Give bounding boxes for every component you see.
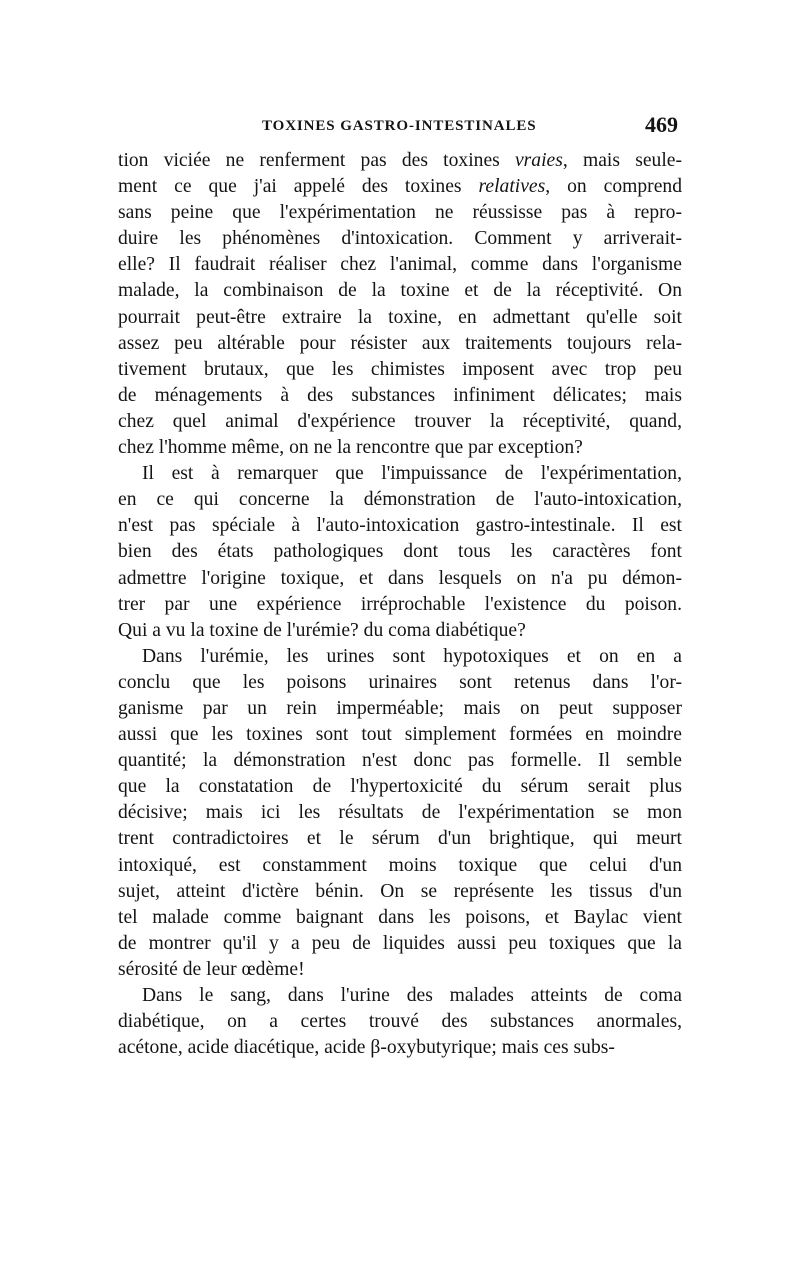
text-run: ganisme par un rein imperméable; mais on peut supposer — [118, 697, 682, 719]
book-page — [118, 112, 682, 1061]
text-run: sans peine que l'expérimentation ne réussisse pas à repro- — [118, 202, 682, 224]
text-run: Il est à remarquer que l'impuissance de l'expérimentation, — [142, 463, 682, 485]
text-line — [118, 931, 682, 957]
running-head — [118, 112, 682, 148]
text-line — [118, 1035, 682, 1061]
text-line — [118, 826, 682, 852]
text-run: trent contradictoires et le sérum d'un brightique, qui meurt — [118, 828, 682, 850]
text-line — [118, 905, 682, 931]
text-run: en ce qui concerne la démonstration de l'auto-intoxication, — [118, 489, 682, 511]
paragraph — [118, 461, 682, 644]
text-line — [118, 226, 682, 252]
text-run: , mais seule- — [562, 150, 682, 171]
text-run: de ménagements à des substances infiniment délicates; mais — [118, 384, 682, 406]
text-line — [118, 357, 682, 383]
text-run: sérosité de leur œdème! — [118, 958, 305, 980]
text-run: malade, la combinaison de la toxine et de la réceptivité. On — [118, 280, 682, 302]
text-run: admettre l'origine toxique, et dans lesquels on n'a pu démon- — [118, 567, 682, 589]
text-run: Dans le sang, dans l'urine des malades atteints de coma — [142, 985, 682, 1006]
text-line — [118, 487, 682, 513]
text-line — [118, 200, 682, 226]
text-line — [118, 957, 682, 983]
text-line — [118, 513, 682, 539]
text-line — [118, 644, 682, 670]
text-line — [118, 331, 682, 357]
text-run: elle? Il faudrait réaliser chez l'animal, comme dans l'organisme — [118, 254, 682, 276]
text-line — [118, 383, 682, 409]
text-line — [118, 566, 682, 592]
text-line — [118, 409, 682, 435]
paragraph — [118, 983, 682, 1061]
paragraph — [118, 148, 682, 461]
text-run: tivement brutaux, que les chimistes imposent avec trop peu — [118, 358, 682, 380]
text-line — [118, 618, 682, 644]
text-run: tion viciée ne renferment pas des toxines — [118, 150, 515, 171]
text-run: ment ce que j'ai appelé des toxines — [118, 176, 479, 198]
text-run: aussi que les toxines sont tout simplement formées en moindre — [118, 724, 682, 746]
text-run: Qui a vu la toxine de l'urémie? du coma diabétique? — [118, 619, 526, 641]
text-line — [118, 879, 682, 905]
text-line — [118, 853, 682, 879]
text-run: décisive; mais ici les résultats de l'expérimentation se mon — [118, 802, 682, 824]
text-run: chez quel animal d'expérience trouver la réceptivité, quand, — [118, 410, 682, 432]
text-line — [118, 148, 682, 174]
text-run: tel malade comme baignant dans les poisons, et Baylac vient — [118, 906, 682, 928]
text-run: acétone, acide diacétique, acide β-oxybutyrique; mais ces subs- — [118, 1037, 615, 1059]
text-line — [118, 1009, 682, 1035]
italic-run: relatives — [478, 176, 546, 198]
italic-run: vraies — [514, 150, 563, 171]
text-line — [118, 278, 682, 304]
text-run: chez l'homme même, on ne la rencontre que par exception? — [118, 437, 583, 459]
paragraph — [118, 644, 682, 983]
text-line — [118, 748, 682, 774]
text-run: conclu que les poisons urinaires sont retenus dans l'or- — [118, 671, 682, 693]
text-run: trer par une expérience irréprochable l'existence du poison. — [118, 593, 682, 615]
text-run: n'est pas spéciale à l'auto-intoxication gastro-intestinale. Il est — [118, 515, 682, 537]
text-line — [118, 435, 682, 461]
text-line — [118, 461, 682, 487]
body-text — [118, 148, 682, 1061]
text-line — [118, 539, 682, 565]
text-run: Dans l'urémie, les urines sont hypotoxiques et on en a — [142, 645, 682, 667]
text-run: que la constatation de l'hypertoxicité du sérum serait plus — [118, 776, 682, 798]
text-line — [118, 774, 682, 800]
text-line — [118, 983, 682, 1009]
text-line — [118, 800, 682, 826]
text-run: assez peu altérable pour résister aux traitements toujours rela- — [118, 332, 682, 354]
text-run: de montrer qu'il y a peu de liquides aussi peu toxiques que la — [118, 932, 682, 954]
text-line — [118, 305, 682, 331]
text-run: , on comprend — [545, 176, 682, 198]
text-line — [118, 174, 682, 200]
text-run: quantité; la démonstration n'est donc pas formelle. Il semble — [118, 750, 682, 772]
text-line — [118, 696, 682, 722]
text-run: duire les phénomènes d'intoxication. Comment y arriverait- — [118, 228, 682, 250]
running-title: TOXINES GASTRO-INTESTINALES — [262, 118, 537, 134]
page-number: 469 — [645, 112, 678, 137]
text-line — [118, 670, 682, 696]
text-run: sujet, atteint d'ictère bénin. On se représente les tissus d'un — [118, 880, 682, 902]
text-run: bien des états pathologiques dont tous les caractères font — [118, 541, 682, 563]
text-line — [118, 722, 682, 748]
text-run: diabétique, on a certes trouvé des substances anormales, — [118, 1011, 682, 1033]
text-run: pourrait peut-être extraire la toxine, en admettant qu'elle soit — [118, 306, 682, 328]
text-line — [118, 252, 682, 278]
text-line — [118, 592, 682, 618]
text-run: intoxiqué, est constamment moins toxique que celui d'un — [118, 854, 682, 876]
